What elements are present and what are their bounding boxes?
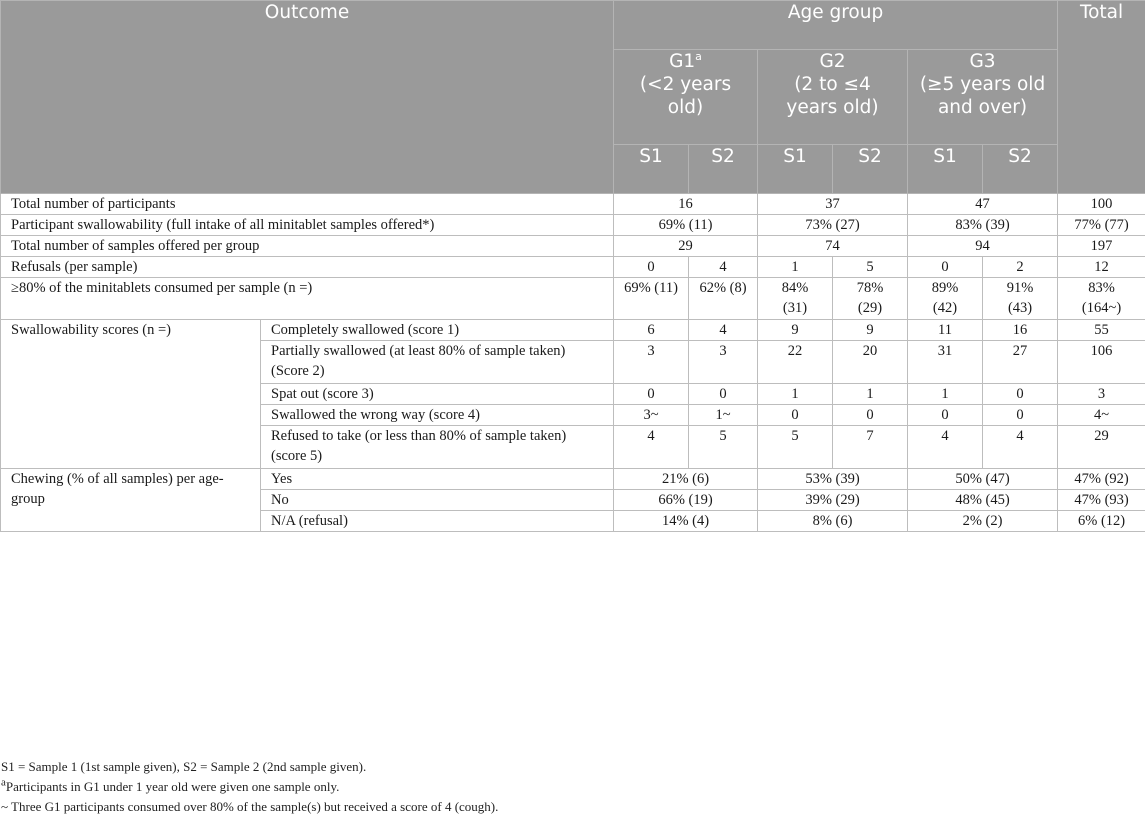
cell-g2-s1: 22: [758, 341, 833, 384]
cell-g2: 53% (39): [758, 469, 908, 490]
cell-g2-s1: 84% (31): [758, 278, 833, 320]
row-label: Total number of participants: [1, 194, 614, 215]
header-age-group: Age group: [614, 1, 1058, 50]
cell-total: 77% (77): [1058, 215, 1145, 236]
section-label-chewing: Chewing (% of all samples) per age-group: [1, 469, 261, 532]
cell-g3-s2: 2: [983, 257, 1058, 278]
cell-g2: 74: [758, 236, 908, 257]
cell-g3: 2% (2): [908, 511, 1058, 532]
row-label: Spat out (score 3): [261, 384, 614, 405]
cell-g1: 16: [614, 194, 758, 215]
cell-g2: 73% (27): [758, 215, 908, 236]
cell-total: 6% (12): [1058, 511, 1145, 532]
cell-g1-s2: 3: [689, 341, 758, 384]
row-label: Completely swallowed (score 1): [261, 320, 614, 341]
footnote-a: $^a$Participants in G1 under 1 year old were given one sample only.: [1, 776, 340, 794]
table-row: [1, 469, 1145, 490]
cell-g3-s1: 31: [908, 341, 983, 384]
cell-g3-s1: 0: [908, 257, 983, 278]
cell-total: 100: [1058, 194, 1145, 215]
cell-g3-s2: 0: [983, 384, 1058, 405]
row-label: ≥80% of the minitablets consumed per sample (n =): [1, 278, 614, 320]
header-g1: G1$^a$ (<2 years old): [614, 50, 758, 145]
table-row: [1, 257, 1145, 278]
section-label-swallowability: Swallowability scores (n =): [1, 320, 261, 469]
cell-g1-s1: 69% (11): [614, 278, 689, 320]
cell-g2: 37: [758, 194, 908, 215]
header-total: Total: [1058, 1, 1145, 194]
cell-g1: 66% (19): [614, 490, 758, 511]
cell-g1-s2: 1~: [689, 405, 758, 426]
cell-total: 29: [1058, 426, 1145, 469]
header-outcome: Outcome: [1, 1, 614, 194]
cell-g1: 69% (11): [614, 215, 758, 236]
cell-total: 106: [1058, 341, 1145, 384]
cell-g2-s2: 9: [833, 320, 908, 341]
header-g2-s2: S2: [833, 145, 908, 194]
cell-g1-s1: 4: [614, 426, 689, 469]
cell-g3-s1: 89% (42): [908, 278, 983, 320]
cell-total: 55: [1058, 320, 1145, 341]
cell-g1-s1: 3: [614, 341, 689, 384]
cell-g1: 29: [614, 236, 758, 257]
cell-g2: 8% (6): [758, 511, 908, 532]
header-g1-s1: S1: [614, 145, 689, 194]
row-label: Yes: [261, 469, 614, 490]
cell-g1-s2: 5: [689, 426, 758, 469]
header-g3-s2: S2: [983, 145, 1058, 194]
row-label: Partially swallowed (at least 80% of sample taken) (Score 2): [261, 341, 614, 384]
row-label: Participant swallowability (full intake of all minitablet samples offered*): [1, 215, 614, 236]
table-row: [1, 236, 1145, 257]
cell-g3-s2: 91% (43): [983, 278, 1058, 320]
cell-g2-s2: 1: [833, 384, 908, 405]
row-label: Refusals (per sample): [1, 257, 614, 278]
cell-g1-s1: 3~: [614, 405, 689, 426]
cell-total: 12: [1058, 257, 1145, 278]
cell-g2-s1: 1: [758, 384, 833, 405]
cell-g1-s2: 4: [689, 257, 758, 278]
cell-g2-s2: 78% (29): [833, 278, 908, 320]
table-row: [1, 278, 1145, 320]
footnote-tilde: ~ Three G1 participants consumed over 80% of the sample(s) but received a score of 4 (cough).: [1, 799, 499, 814]
cell-g3-s1: 1: [908, 384, 983, 405]
cell-g1-s2: 4: [689, 320, 758, 341]
cell-g3: 47: [908, 194, 1058, 215]
cell-g1-s1: 0: [614, 257, 689, 278]
cell-total: 4~: [1058, 405, 1145, 426]
row-label: No: [261, 490, 614, 511]
cell-g3: 83% (39): [908, 215, 1058, 236]
footnote-samples: S1 = Sample 1 (1st sample given), S2 = Sample 2 (2nd sample given).: [1, 759, 367, 774]
cell-g1: 21% (6): [614, 469, 758, 490]
row-label: Swallowed the wrong way (score 4): [261, 405, 614, 426]
table-row: [1, 194, 1145, 215]
cell-total: 3: [1058, 384, 1145, 405]
cell-g1-s2: 62% (8): [689, 278, 758, 320]
cell-g3-s2: 16: [983, 320, 1058, 341]
cell-g2-s2: 5: [833, 257, 908, 278]
cell-g3-s1: 4: [908, 426, 983, 469]
cell-g1-s1: 0: [614, 384, 689, 405]
cell-g1-s2: 0: [689, 384, 758, 405]
header-g2-s1: S1: [758, 145, 833, 194]
cell-g3-s1: 0: [908, 405, 983, 426]
cell-g2-s1: 1: [758, 257, 833, 278]
cell-g3-s1: 11: [908, 320, 983, 341]
cell-g2-s1: 0: [758, 405, 833, 426]
cell-total: 197: [1058, 236, 1145, 257]
header-g3-s1: S1: [908, 145, 983, 194]
cell-g2: 39% (29): [758, 490, 908, 511]
cell-g2-s1: 9: [758, 320, 833, 341]
cell-g2-s2: 7: [833, 426, 908, 469]
cell-g3-s2: 4: [983, 426, 1058, 469]
table-row: [1, 320, 1145, 341]
cell-g3-s2: 27: [983, 341, 1058, 384]
cell-g1-s1: 6: [614, 320, 689, 341]
cell-g3-s2: 0: [983, 405, 1058, 426]
cell-total: 47% (92): [1058, 469, 1145, 490]
header-g1-s2: S2: [689, 145, 758, 194]
cell-total: 47% (93): [1058, 490, 1145, 511]
cell-g3: 50% (47): [908, 469, 1058, 490]
cell-g1: 14% (4): [614, 511, 758, 532]
header-g3: G3 (≥5 years old and over): [908, 50, 1058, 145]
cell-g2-s2: 20: [833, 341, 908, 384]
cell-total: 83% (164~): [1058, 278, 1145, 320]
cell-g2-s1: 5: [758, 426, 833, 469]
table-row: [1, 215, 1145, 236]
row-label: N/A (refusal): [261, 511, 614, 532]
header-g2: G2 (2 to ≤4 years old): [758, 50, 908, 145]
row-label: Refused to take (or less than 80% of sample taken) (score 5): [261, 426, 614, 469]
cell-g2-s2: 0: [833, 405, 908, 426]
cell-g3: 94: [908, 236, 1058, 257]
row-label: Total number of samples offered per group: [1, 236, 614, 257]
footnotes: [1, 757, 1141, 817]
cell-g3: 48% (45): [908, 490, 1058, 511]
